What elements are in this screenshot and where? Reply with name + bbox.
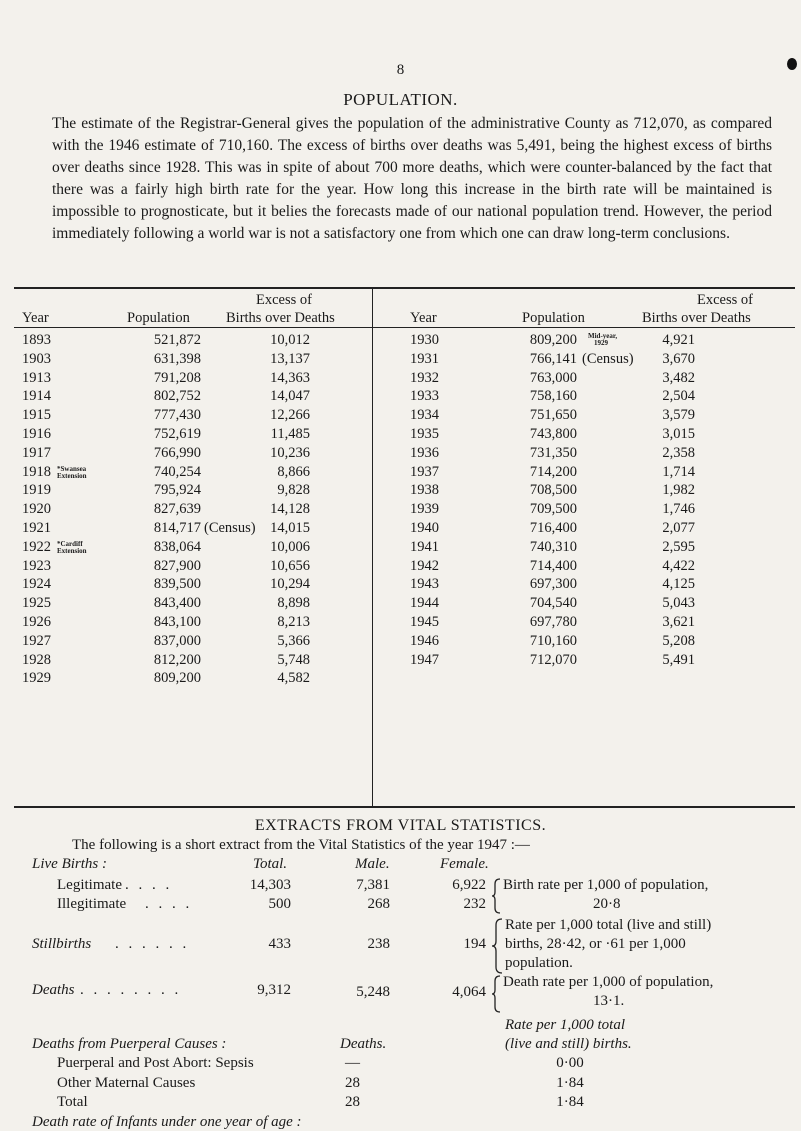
- excess-cell: 4,582: [277, 670, 310, 687]
- table-bottom-rule: [14, 806, 795, 808]
- stillbirths-male: 238: [367, 936, 390, 952]
- excess-cell: 3,015: [662, 426, 695, 442]
- excess-cell: 3,579: [662, 407, 695, 424]
- excess-cell: 2,504: [662, 388, 695, 405]
- excess-cell: 3,621: [662, 614, 695, 630]
- year-cell: 1933: [410, 388, 439, 405]
- excess-cell: 1,746: [662, 501, 695, 518]
- population-cell: 710,160: [529, 632, 577, 649]
- year-cell: 1945: [410, 614, 439, 630]
- population-cell: 827,900: [153, 557, 201, 574]
- rate-header-1: Rate per 1,000 total: [505, 1017, 625, 1033]
- excess-cell: 8,898: [277, 595, 310, 612]
- stillbirths-female: 194: [463, 936, 486, 952]
- year-cell: 1938: [410, 482, 439, 499]
- extracts-title: EXTRACTS FROM VITAL STATISTICS.: [254, 817, 547, 834]
- deaths-female: 4,064: [452, 984, 486, 1000]
- puerperal-label: Deaths from Puerperal Causes :: [32, 1036, 227, 1052]
- stillbirths-label: Stillbirths: [32, 936, 92, 952]
- population-cell: 791,208: [153, 369, 201, 386]
- header-year-right: Year: [410, 310, 437, 326]
- dot-leader: . . . . . .: [115, 936, 190, 952]
- population-cell: 743,800: [529, 426, 577, 442]
- brace-stillbirths: [491, 918, 503, 974]
- excess-cell: 5,748: [277, 651, 310, 668]
- legitimate-female: 6,922: [452, 877, 486, 893]
- population-cell: 731,350: [529, 444, 577, 461]
- excess-cell: 1,714: [662, 463, 695, 480]
- year-cell: 1937: [410, 463, 439, 480]
- death-rate-text: Death rate per 1,000 of population,: [503, 974, 714, 990]
- population-cell: 740,310: [529, 538, 577, 555]
- population-cell: 837,000: [153, 632, 201, 649]
- excess-cell: 4,125: [662, 576, 695, 593]
- brace-death-rate: [491, 975, 501, 1013]
- population-cell: 631,398: [153, 350, 201, 367]
- excess-cell: 2,595: [662, 538, 695, 555]
- footnote-label: Extension: [57, 546, 87, 555]
- deaths-label: Deaths: [32, 982, 75, 998]
- excess-cell: 3,482: [662, 369, 695, 386]
- deaths-male: 5,248: [356, 984, 390, 1000]
- population-cell: 697,300: [529, 576, 577, 593]
- excess-cell: 2,077: [662, 520, 695, 536]
- col-total: Total.: [253, 856, 288, 872]
- population-cell: 839,500: [153, 576, 201, 593]
- population-cell: 752,619: [153, 426, 201, 442]
- header-excess-left-2: Births over Deaths: [226, 310, 335, 326]
- puerperal-deaths: 28: [345, 1074, 360, 1091]
- population-cell: 843,100: [153, 614, 201, 630]
- population-cell: 795,924: [153, 482, 201, 499]
- year-cell: 1921: [22, 520, 51, 536]
- year-cell: 1936: [410, 444, 439, 461]
- year-cell: 1918: [22, 463, 51, 480]
- excess-cell: 5,491: [662, 651, 695, 668]
- deaths-col-header: Deaths.: [340, 1036, 387, 1052]
- year-cell: 1943: [410, 576, 439, 593]
- header-excess-right-2: Births over Deaths: [642, 310, 751, 326]
- year-cell: 1934: [410, 407, 439, 424]
- excess-cell: 14,363: [270, 369, 310, 386]
- year-cell: 1903: [22, 350, 51, 367]
- population-cell: 838,064: [153, 538, 201, 555]
- population-cell: 697,780: [529, 614, 577, 630]
- stillbirth-note-2: births, 28·42, or ·61 per 1,000: [505, 936, 686, 952]
- excess-cell: 13,137: [270, 350, 310, 367]
- year-cell: 1914: [22, 388, 51, 405]
- footnote-label: 1929: [594, 339, 608, 347]
- puerperal-item-label: Total: [57, 1094, 88, 1110]
- brace-birth-rate: [491, 878, 501, 914]
- stillbirth-note-1: Rate per 1,000 total (live and still): [505, 917, 712, 933]
- excess-cell: 10,236: [270, 444, 310, 461]
- excess-cell: 10,294: [270, 576, 310, 593]
- footnote-label: Extension: [57, 471, 87, 480]
- year-cell: 1915: [22, 407, 51, 424]
- population-cell: 712,070: [529, 651, 577, 668]
- excess-cell: 14,128: [270, 501, 310, 518]
- year-cell: 1946: [410, 632, 439, 649]
- census-tag: (Census): [204, 520, 256, 536]
- table-top-rule: [14, 287, 795, 289]
- year-cell: 1922: [22, 538, 51, 555]
- excess-cell: 2,358: [662, 444, 695, 461]
- population-cell: 714,200: [529, 463, 577, 480]
- excess-cell: 10,006: [270, 538, 310, 555]
- header-population-right: Population: [522, 310, 585, 326]
- year-cell: 1941: [410, 538, 439, 555]
- excess-cell: 8,866: [277, 463, 310, 480]
- illegitimate-male: 268: [367, 896, 390, 912]
- year-cell: 1924: [22, 576, 51, 593]
- header-excess-right-1: Excess of: [697, 292, 753, 308]
- population-cell: 802,752: [153, 388, 201, 405]
- rate-header-2: (live and still) births.: [505, 1036, 632, 1052]
- infant-label: Death rate of Infants under one year of age :: [32, 1114, 302, 1130]
- live-births-label: Live Births :: [32, 856, 107, 872]
- birth-rate-text: Birth rate per 1,000 of population,: [503, 877, 709, 893]
- excess-cell: 11,485: [270, 426, 310, 442]
- population-cell: 809,200: [529, 332, 577, 348]
- intro-paragraph: The estimate of the Registrar-General gives the population of the administrative County as 712,070, as compared with the 1946 estimate of 710,160. The excess of births over deaths was 5,491, being the highest excess of births over deaths since 1928. This was in spite of about 700 more deaths, which were counter-balanced by the fact that there was a fairly high birth rate for the year. How long this increase in the birth rate will be maintained is impossible to prognosticate, but it belies the forecasts made of our national population trend. However, the period immediately following a world war is not a satisfactory one from which one can draw long-term conclusions.: [52, 115, 772, 242]
- year-cell: 1932: [410, 369, 439, 386]
- stillbirths-total: 433: [268, 936, 291, 952]
- header-population-left: Population: [127, 310, 190, 326]
- population-cell: 521,872: [153, 332, 201, 348]
- excess-cell: 14,015: [270, 520, 310, 536]
- year-cell: 1913: [22, 369, 51, 386]
- year-cell: 1926: [22, 614, 51, 630]
- year-cell: 1942: [410, 557, 439, 574]
- excess-cell: 5,366: [277, 632, 310, 649]
- excess-cell: 4,921: [662, 332, 695, 348]
- excess-cell: 1,982: [662, 482, 695, 499]
- population-cell: 708,500: [529, 482, 577, 499]
- stillbirth-note-3: population.: [505, 955, 573, 971]
- year-cell: 1944: [410, 595, 439, 612]
- year-cell: 1919: [22, 482, 51, 499]
- year-cell: 1927: [22, 632, 51, 649]
- excess-cell: 9,828: [277, 482, 310, 499]
- dot-leader: . . . .: [125, 877, 173, 893]
- excess-cell: 5,043: [662, 595, 695, 612]
- illegitimate-label: Illegitimate: [57, 896, 127, 912]
- birth-rate-value: 20·8: [593, 896, 621, 912]
- year-cell: 1920: [22, 501, 51, 518]
- year-cell: 1935: [410, 426, 439, 442]
- population-cell: 740,254: [153, 463, 201, 480]
- year-cell: 1931: [410, 350, 439, 367]
- year-cell: 1893: [22, 332, 51, 348]
- population-cell: 827,639: [153, 501, 201, 518]
- dot-leader: . . . . . . . .: [80, 982, 182, 998]
- population-cell: 777,430: [153, 407, 201, 424]
- legitimate-label: Legitimate: [57, 877, 122, 893]
- dot-leader: . . . .: [145, 896, 193, 912]
- population-cell: 714,400: [529, 557, 577, 574]
- year-cell: 1947: [410, 651, 439, 668]
- year-cell: 1928: [22, 651, 51, 668]
- table-divider: [372, 289, 373, 806]
- illegitimate-female: 232: [463, 896, 486, 912]
- header-year-left: Year: [22, 310, 49, 326]
- page-title: POPULATION.: [343, 90, 458, 109]
- page-number: 8: [396, 62, 405, 78]
- illegitimate-total: 500: [268, 896, 291, 912]
- excess-cell: 5,208: [662, 632, 695, 649]
- death-rate-value: 13·1.: [593, 993, 625, 1009]
- excess-cell: 10,012: [270, 332, 310, 348]
- census-tag: (Census): [582, 350, 634, 367]
- footnote-label: Mid-year,: [588, 332, 618, 340]
- excess-cell: 14,047: [270, 388, 310, 405]
- excess-cell: 4,422: [662, 557, 695, 574]
- population-cell: 812,200: [153, 651, 201, 668]
- population-cell: 704,540: [529, 595, 577, 612]
- footnote-label: *Swansea: [57, 464, 87, 473]
- population-cell: 709,500: [529, 501, 577, 518]
- puerperal-rate: 0·00: [556, 1055, 584, 1071]
- year-cell: 1929: [22, 670, 51, 687]
- population-cell: 716,400: [529, 520, 577, 536]
- population-cell: 766,990: [153, 444, 201, 461]
- population-cell: 843,400: [153, 595, 201, 612]
- footnote-label: *Cardiff: [57, 539, 83, 548]
- puerperal-deaths: 28: [345, 1094, 360, 1110]
- year-cell: 1923: [22, 557, 51, 574]
- deaths-total: 9,312: [257, 982, 291, 998]
- header-excess-left-1: Excess of: [256, 292, 312, 308]
- year-cell: 1940: [410, 520, 439, 536]
- year-cell: 1917: [22, 444, 51, 461]
- population-cell: 763,000: [529, 369, 577, 386]
- population-cell: 758,160: [529, 388, 577, 405]
- year-cell: 1925: [22, 595, 51, 612]
- legitimate-male: 7,381: [356, 877, 390, 893]
- table-header-rule: [14, 327, 795, 328]
- population-cell: 809,200: [153, 670, 201, 687]
- puerperal-deaths: —: [345, 1055, 360, 1071]
- population-cell: 814,717: [153, 520, 201, 536]
- excess-cell: 10,656: [270, 557, 310, 574]
- extracts-intro: The following is a short extract from the Vital Statistics of the year 1947 :—: [72, 837, 530, 853]
- population-cell: 766,141: [529, 350, 577, 367]
- population-cell: 751,650: [529, 407, 577, 424]
- puerperal-item-label: Other Maternal Causes: [57, 1074, 196, 1091]
- col-female: Female.: [440, 856, 489, 872]
- excess-cell: 3,670: [662, 350, 695, 367]
- legitimate-total: 14,303: [249, 877, 291, 893]
- year-cell: 1939: [410, 501, 439, 518]
- excess-cell: 8,213: [277, 614, 310, 630]
- puerperal-rate: 1·84: [556, 1074, 584, 1091]
- year-cell: 1930: [410, 332, 439, 348]
- year-cell: 1916: [22, 426, 51, 442]
- puerperal-rate: 1·84: [556, 1094, 584, 1110]
- excess-cell: 12,266: [270, 407, 310, 424]
- col-male: Male.: [355, 856, 390, 872]
- puerperal-item-label: Puerperal and Post Abort: Sepsis: [57, 1055, 254, 1071]
